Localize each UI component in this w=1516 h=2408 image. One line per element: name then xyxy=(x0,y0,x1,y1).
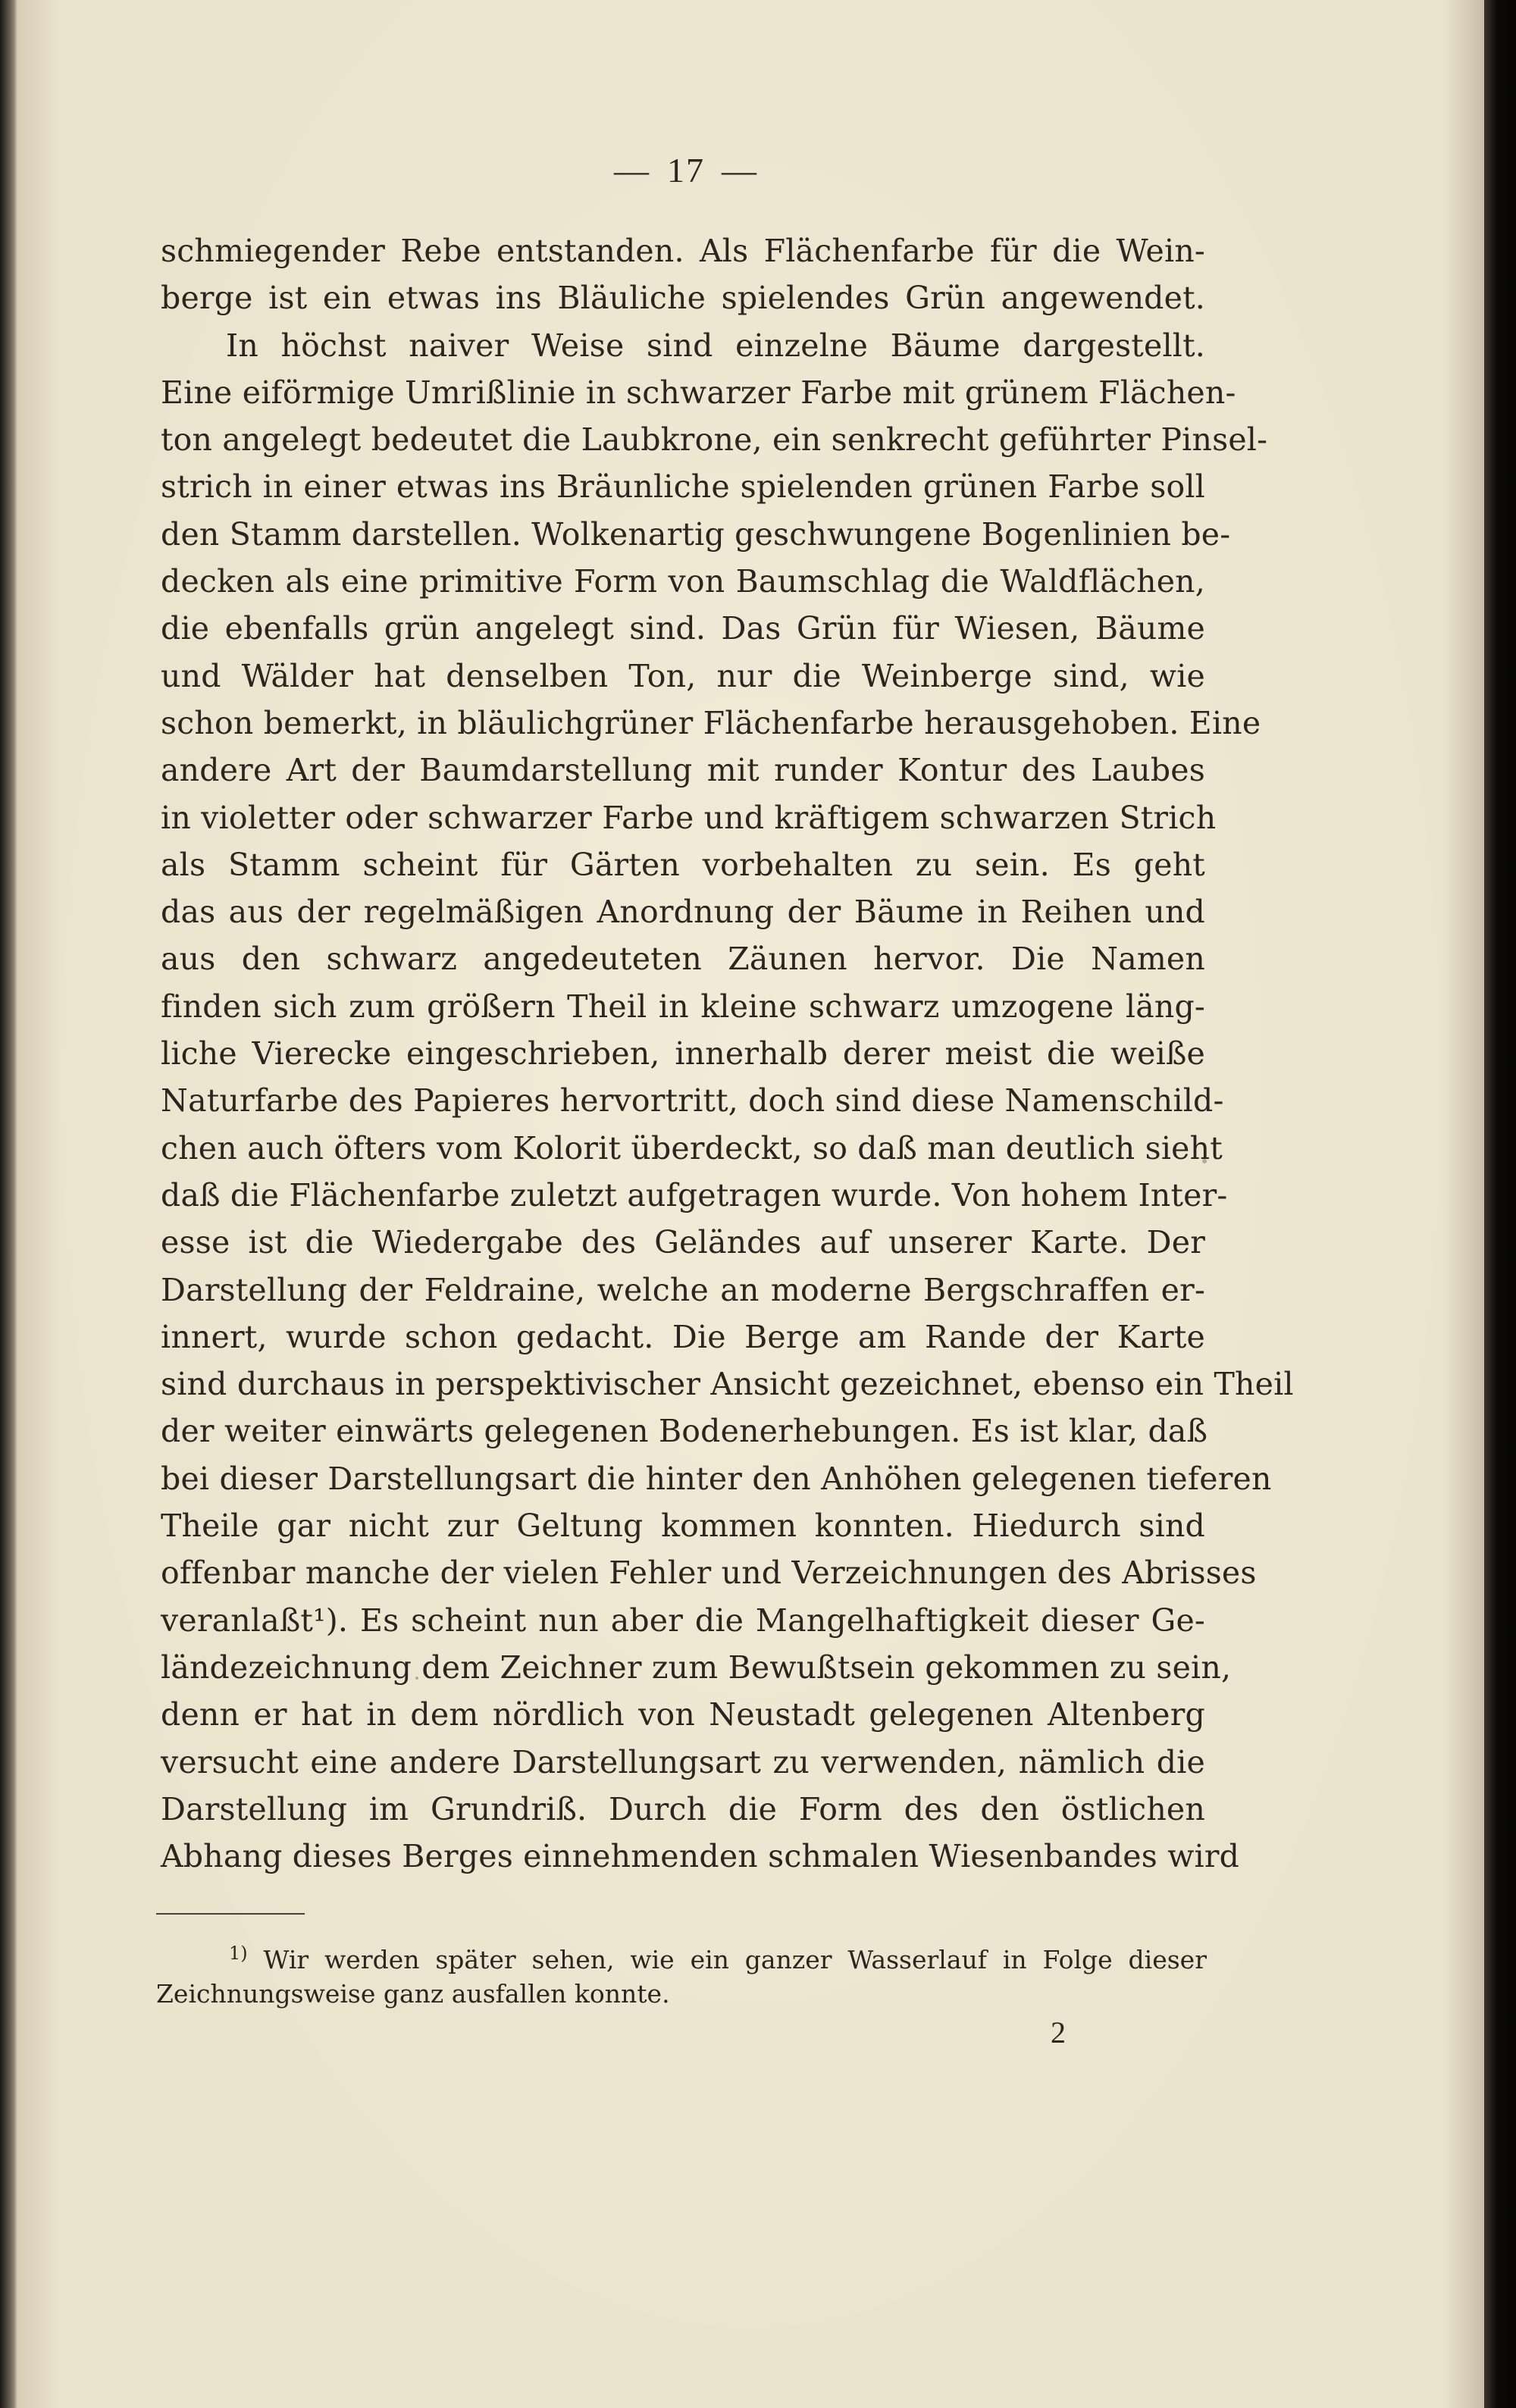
text-line: ton angelegt bedeutet die Laubkrone, ein senkrecht geführter Pinsel- xyxy=(161,421,1268,459)
text-line: finden sich zum größern Theil in kleine schwarz umzogene läng- xyxy=(161,988,1205,1025)
text-line: daß die Flächenfarbe zuletzt aufgetragen wurde. Von hohem Inter- xyxy=(161,1176,1228,1213)
header-dash-right: — xyxy=(722,151,758,189)
paper-speck xyxy=(1202,1159,1207,1163)
footnote-rule xyxy=(156,1913,305,1915)
text-line: schon bemerkt, in bläulichgrüner Flächenfarbe herausgehoben. Eine xyxy=(161,704,1261,741)
paper-speck xyxy=(902,584,904,586)
page-number: 17 xyxy=(667,151,705,189)
footnote-line: Zeichnungsweise ganz ausfallen konnte. xyxy=(156,1979,670,2009)
scan-border xyxy=(1484,0,1516,2408)
text-line: esse ist die Wiedergabe des Geländes auf unserer Karte. Der xyxy=(161,1224,1205,1261)
text-line: Eine eiförmige Umrißlinie in schwarzer Farbe mit grünem Flächen- xyxy=(161,374,1236,411)
text-line: in violetter oder schwarzer Farbe und kräftigem schwarzen Strich xyxy=(161,799,1217,836)
text-line: schmiegender Rebe entstanden. Als Flächenfarbe für die Wein- xyxy=(161,233,1205,269)
text-line: als Stamm scheint für Gärten vorbehalten zu sein. Es geht xyxy=(161,846,1205,883)
text-line: sind durchaus in perspektivischer Ansicht gezeichnet, ebenso ein Theil xyxy=(161,1366,1294,1403)
text-line: Naturfarbe des Papieres hervortritt, doch sind diese Namenschild- xyxy=(161,1082,1224,1119)
header-dash-left: — xyxy=(614,151,650,189)
text-line: den Stamm darstellen. Wolkenartig geschwungene Bogenlinien be- xyxy=(161,515,1231,553)
text-line: Darstellung im Grundriß. Durch die Form des den östlichen xyxy=(161,1790,1205,1827)
text-line: liche Vierecke eingeschrieben, innerhalb derer meist die weiße xyxy=(161,1035,1205,1072)
text-line: Abhang dieses Berges einnehmenden schmalen Wiesenbandes wird xyxy=(161,1838,1240,1875)
footnote xyxy=(156,1933,1207,2015)
footnote-text: Wir werden später sehen, wie ein ganzer Wasserlauf in Folge dieser xyxy=(263,1945,1207,1974)
text-line: veranlaßt¹). Es scheint nun aber die Mangelhaftigkeit dieser Ge- xyxy=(161,1602,1205,1639)
text-line: und Wälder hat denselben Ton, nur die Weinberge sind, wie xyxy=(161,657,1205,694)
text-line: das aus der regelmäßigen Anordnung der Bäume in Reihen und xyxy=(161,894,1205,931)
text-line: versucht eine andere Darstellungsart zu verwenden, nämlich die xyxy=(161,1743,1205,1780)
text-line: offenbar manche der vielen Fehler und Verzeichnungen des Abrisses xyxy=(161,1555,1257,1592)
text-line: die ebenfalls grün angelegt sind. Das Grün für Wiesen, Bäume xyxy=(161,610,1205,647)
text-line: innert, wurde schon gedacht. Die Berge am Rande der Karte xyxy=(161,1318,1205,1355)
page-header xyxy=(0,150,1372,190)
text-line: Darstellung der Feldraine, welche an moderne Bergschraffen er- xyxy=(161,1271,1205,1308)
signature-mark: 2 xyxy=(1051,2015,1066,2049)
text-line: chen auch öfters vom Kolorit überdeckt, so daß man deutlich sieht xyxy=(161,1129,1223,1166)
footnote-marker: 1) xyxy=(229,1943,248,1964)
body-text xyxy=(161,227,1294,1880)
text-line: andere Art der Baumdarstellung mit runder Kontur des Laubes xyxy=(161,752,1205,789)
footnote-line xyxy=(156,1933,1207,1974)
text-line: strich in einer etwas ins Bräunliche spielenden grünen Farbe soll xyxy=(161,468,1205,506)
text-line: decken als eine primitive Form von Baumschlag die Waldflächen, xyxy=(161,563,1205,600)
paper-speck xyxy=(415,1677,418,1680)
text-line: der weiter einwärts gelegenen Bodenerhebungen. Es ist klar, daß xyxy=(161,1413,1208,1450)
text-line: bei dieser Darstellungsart die hinter den Anhöhen gelegenen tieferen xyxy=(161,1460,1272,1497)
text-line: In höchst naiver Weise sind einzelne Bäume dargestellt. xyxy=(226,327,1205,364)
text-line: aus den schwarz angedeuteten Zäunen hervor. Die Namen xyxy=(161,941,1205,978)
text-line: ländezeichnung dem Zeichner zum Bewußtsein gekommen zu sein, xyxy=(161,1649,1232,1686)
text-line: berge ist ein etwas ins Bläuliche spielendes Grün angewendet. xyxy=(161,280,1205,317)
text-line: Theile gar nicht zur Geltung kommen konnten. Hiedurch sind xyxy=(161,1508,1205,1545)
text-line: denn er hat in dem nördlich von Neustadt gelegenen Altenberg xyxy=(161,1696,1205,1733)
